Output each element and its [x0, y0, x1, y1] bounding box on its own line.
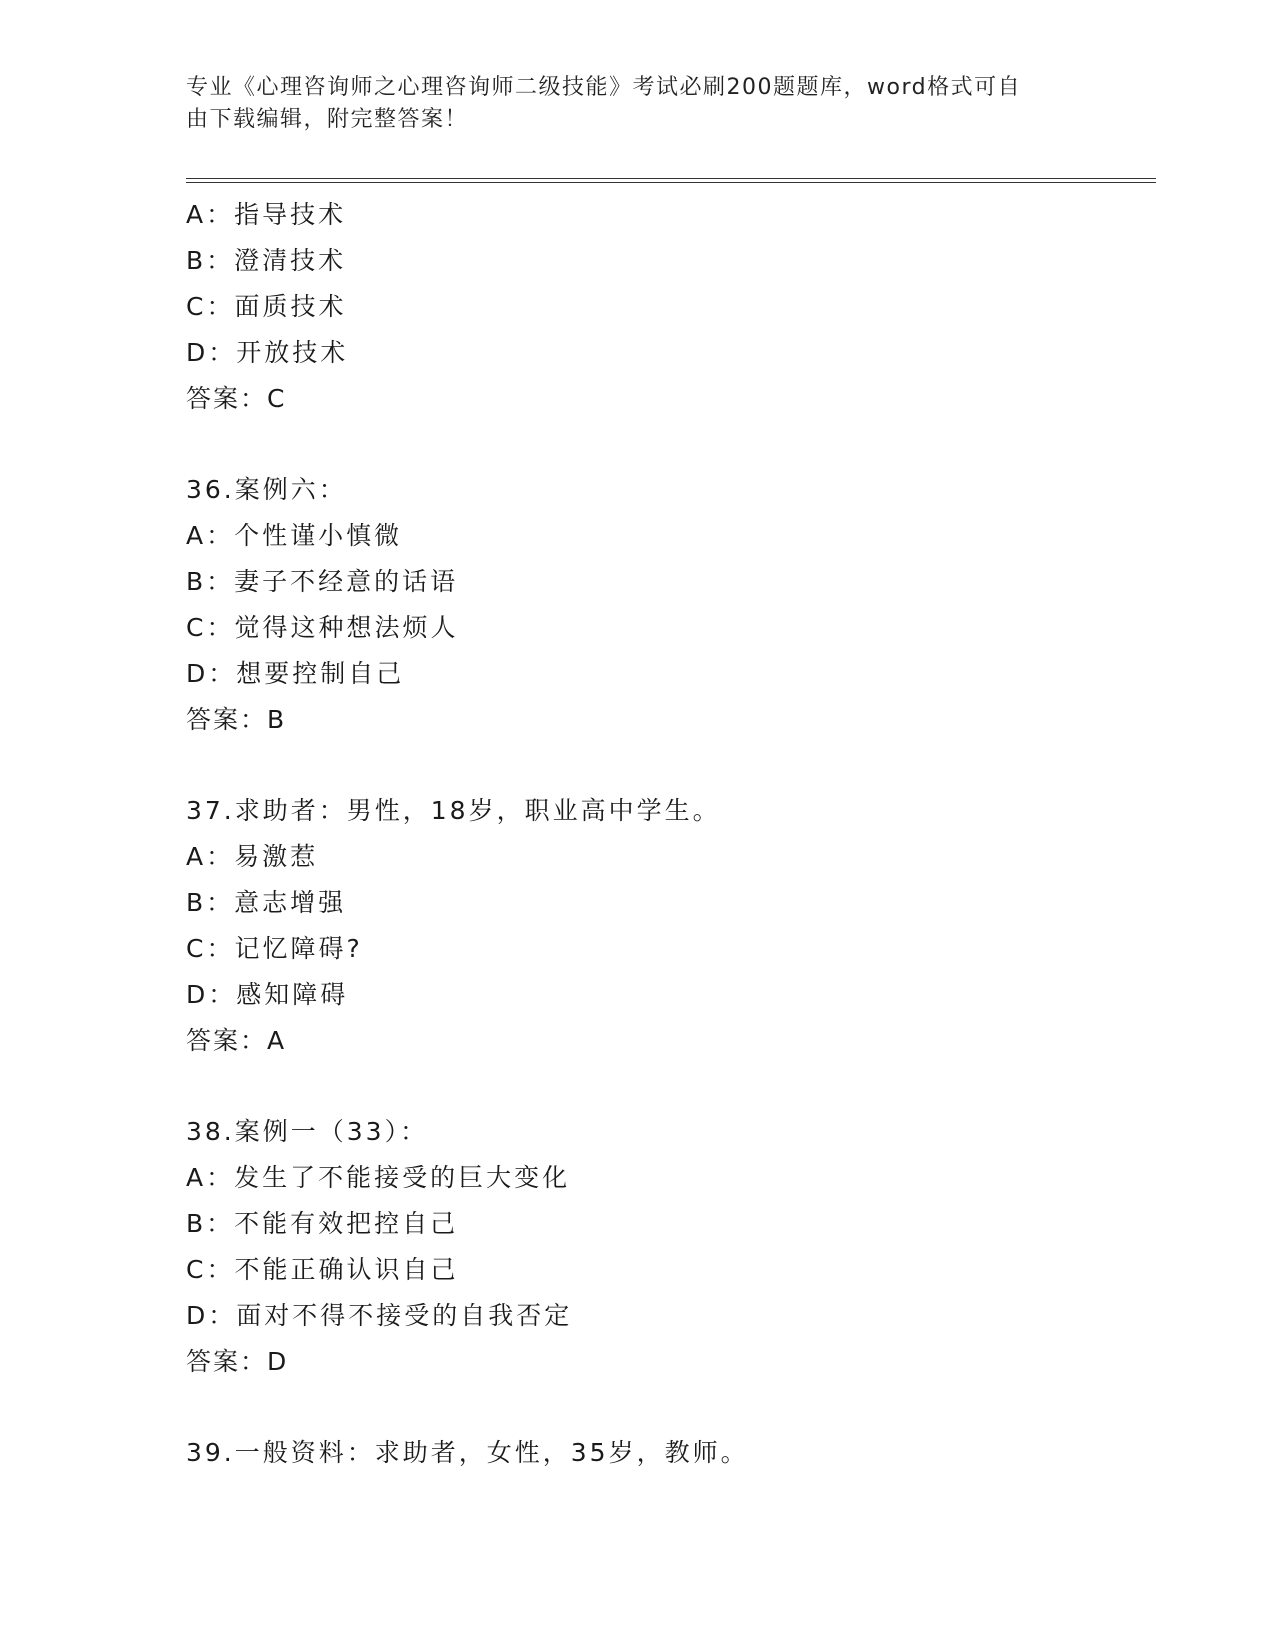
option-c: C：记忆障碍? [186, 934, 363, 963]
answer: 答案：B [186, 705, 287, 734]
option-d: D：面对不得不接受的自我否定 [186, 1301, 573, 1330]
answer: 答案：C [186, 384, 287, 413]
question-37 [186, 788, 1156, 1064]
answer: 答案：A [186, 1026, 287, 1055]
option-c: C：觉得这种想法烦人 [186, 613, 459, 642]
question-39 [186, 1430, 1156, 1476]
header-line-2: 由下载编辑，附完整答案！ [186, 107, 469, 132]
header-line-1: 专业《心理咨询师之心理咨询师二级技能》考试必刷200题题库，word格式可自 [186, 75, 1022, 100]
question-35 [186, 192, 1156, 422]
answer: 答案：D [186, 1347, 289, 1376]
option-d: D：开放技术 [186, 338, 349, 367]
question-36 [186, 467, 1156, 743]
option-b: B：意志增强 [186, 888, 347, 917]
option-a: A：个性谨小慎微 [186, 521, 403, 550]
document-header [186, 72, 1086, 136]
option-d: D：想要控制自己 [186, 659, 405, 688]
option-b: B：妻子不经意的话语 [186, 567, 459, 596]
header-divider [186, 178, 1156, 183]
question-stem: 36.案例六： [186, 475, 347, 504]
option-a: A：指导技术 [186, 200, 347, 229]
option-c: C：不能正确认识自己 [186, 1255, 459, 1284]
question-stem: 37.求助者：男性，18岁，职业高中学生。 [186, 796, 721, 825]
option-a: A：易激惹 [186, 842, 319, 871]
question-38 [186, 1109, 1156, 1385]
option-b: B：不能有效把控自己 [186, 1209, 459, 1238]
option-d: D：感知障碍 [186, 980, 349, 1009]
question-stem: 38.案例一（33）： [186, 1117, 429, 1146]
option-c: C：面质技术 [186, 292, 347, 321]
option-b: B：澄清技术 [186, 246, 347, 275]
option-a: A：发生了不能接受的巨大变化 [186, 1163, 571, 1192]
question-list [186, 192, 1156, 1476]
question-stem: 39.一般资料：求助者，女性，35岁，教师。 [186, 1438, 749, 1467]
